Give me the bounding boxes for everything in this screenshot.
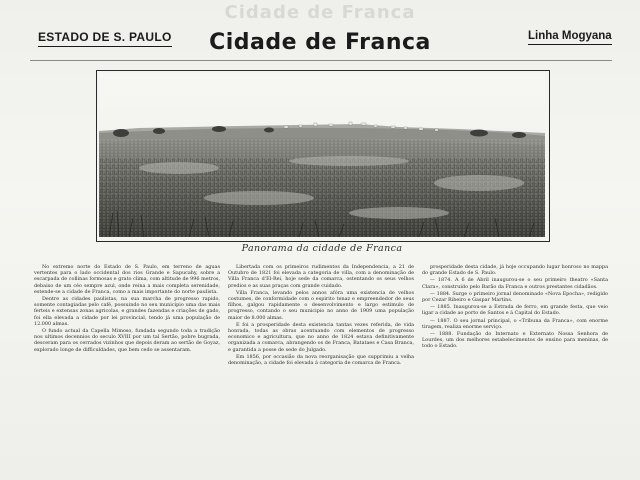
text-column-2 [228,264,414,367]
paragraph: prosperidade desta cidade, já hoje occupando lugar honroso no mappa do grande Estado de S. Paulo. [422,264,608,277]
paragraph: — 1884. Surge o primeiro jornal denominado «Nova Epocha», redigido por Cezar Ribeiro e Gaspar Martins. [422,290,608,304]
paragraph: Villa Franca, levando pelos annos afóra uma existencia de velhos costumes, de conformidade com o espirito tenaz e empreendedor de seus filhos, galgou rapidamente o desenvolvimento e largo estimulo de progresso, contando o seu municipio no anno de 1909 uma população maior de 8.000 almas. [228,289,414,321]
paragraph: No extremo norte do Estado de S. Paulo, em terreno de aguas vertentes para o lado occidental dos rios Grande e Sapucahy, sobre a escarpada de collinas formosas e grato clima, com altitude de 996 metros, debaixo de um céo sempre azul, onde reina a mais completa serenidade, estende-se a cidade de Franca, como a mais importante do norte paulista. [34,264,220,295]
section-label-railway [528,30,612,45]
section-label-state-text: ESTADO DE S. PAULO [38,30,172,44]
section-label-underline [38,46,172,47]
text-column-3 [422,264,608,351]
panorama-landscape-image [99,73,545,237]
page-title: Cidade de Franca [209,30,431,55]
paragraph: Em 1856, por occasião da nova reorganisação que supprimiu a velha denominação, a cidade foi elevada á categoria de comarca de Franca. [228,353,414,367]
paragraph: E foi a prosperidade desta existencia tantas vezes referida, de vida honrada, todas as obras acentuando com elementos de progresso economico e agricultura, que no anno de 1824 estava definitivamente organizada a comarca, abrangendo os de Franca, Batataes e Casa Branca, e garantida a posse de sede do Julgado. [228,321,414,353]
bleed-through-title: Cidade de Franca [224,2,416,23]
paragraph: — 1874. A 6 de Abril inaugurou-se o seu primeiro theatro «Santa Clara», construido pelo Barão da Franca e outros prestantes cidadãos. [422,277,608,290]
paragraph: — 1885. Inaugurou-se a Estrada de ferro, em grande festa, que veio ligar a cidade ao porto de Santos e á Capital do Estado. [422,304,608,317]
section-label-state [38,30,172,47]
section-label-railway-text: Linha Mogyana [528,30,612,42]
paragraph: — 1887. O seu jornal principal, o «Tribuna da Franca», com enorme tiragem, realiza enorme serviço. [422,317,608,330]
paragraph: Libertada com os primeiros rudimentos da Independencia, a 21 de Outubro de 1821 foi elevada a categoria de villa, com a denominação de Villa Franca d'El-Rei, hoje sede da comarca, ostentando os seus velhos predios e as suas praças com grande cuidado. [228,264,414,289]
panorama-photo [99,73,545,237]
photo-caption: Panorama da cidade de Franca [241,243,403,254]
header-divider [30,60,612,61]
text-column-1 [34,264,220,354]
paragraph: Dentre as cidades paulistas, na sua marcha de progresso rapido, somente contagiadas pelo café, possuindo no seu municipio uma das mais ferteis e extensas zonas agricolas, e grandes fazendas e criações de gado, foi ella elevada a cidade por lei provincial, tendo já uma população de 12.000 almas. [34,296,220,327]
paragraph: — 1888. Fundação do Internato e Externato Nossa Senhora de Lourdes, um dos melhores estabelecimentos de ensino para meninas, de todo o Estado. [422,331,608,350]
photo-frame [96,70,550,242]
section-label-railway-underline [528,44,612,45]
paragraph: O fundo actual da Capella Mimoso, fundada segundo toda a tradição nos ultimos decennios do seculo XVIII por um tal Sertão, pobre bugrada, desceram para os cerrados vizinhos que depois deram ao sertão de Goyaz, explorado longe de difficuldades, que bem cedo se assentaram. [34,328,220,353]
